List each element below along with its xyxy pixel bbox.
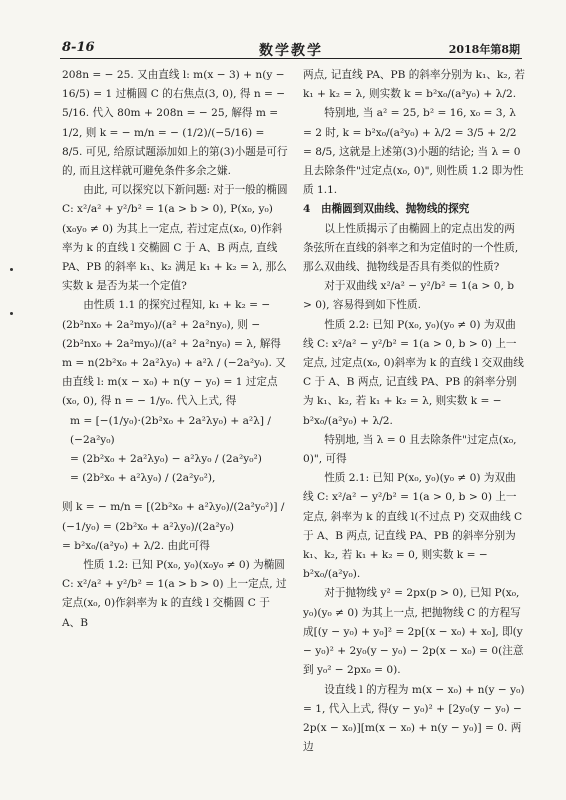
binding-hole-mark bbox=[10, 312, 13, 315]
paragraph: 特别地, 当 λ = 0 且去除条件"过定点(x₀, 0)", 可得 bbox=[303, 433, 517, 466]
paragraph: 设直线 l 的方程为 m(x − x₀) + n(y − y₀) = 1, 代入上式, 得(y − y₀)² + [2y₀(y − y₀) − 2p(x − x₀)][m(x − x₀) + n(y − y₀)] = 0. 两边 bbox=[303, 683, 525, 754]
property-2-2: 性质 2.2: 已知 P(x₀, y₀)(y₀ ≠ 0) 为双曲线 C: x²/a² − y²/b² = 1(a > 0, b > 0) 上一定点, 过定点(x₀, 0)斜率为 k 的直线 l 交双曲线 C 于 A、B 两点, 记直线 PA、PB 的斜率分别为 k₁、k₂, 若 k₁ + k₂ = λ, 则实数 k = − b²x₀/(a²y₀) + λ/2. bbox=[303, 318, 524, 427]
paragraph: 由此, 可以探究以下新问题: 对于一般的椭圆 C: x²/a² + y²/b² = 1(a > b > 0), P(x₀, y₀)(x₀y₀ ≠ 0) 为其上一定点, 若过定点(x₀, 0)作斜率为 k 的直线 l 交椭圆 C 于 A、B 两点, 直线 PA、PB 的斜率 k₁、k₂ 满足 k₁ + k₂ = λ, 那么实数 k 是否为某一个定值? bbox=[62, 184, 288, 293]
paragraph: = b²x₀/(a²y₀) + λ/2. 由此可得 bbox=[62, 539, 210, 552]
equation: m = [−(1/y₀)·(2b²x₀ + 2a²λy₀) + a²λ] / (−2a²y₀) bbox=[70, 414, 271, 446]
issue-label: 2018年第8期 bbox=[448, 43, 520, 56]
journal-title: 数学教学 bbox=[259, 43, 323, 59]
property-1-2: 性质 1.2: 已知 P(x₀, y₀)(x₀y₀ ≠ 0) 为椭圆 C: x²/a² + y²/b² = 1(a > b > 0) 上一定点, 过定点(x₀, 0)作斜率为 k 的直线 l 交椭圆 C 于 A、B bbox=[62, 559, 287, 629]
paragraph: 两点, 记直线 PA、PB 的斜率分别为 k₁、k₂, 若 k₁ + k₂ = λ, 则实数 k = b²x₀/(a²y₀) + λ/2. bbox=[303, 69, 525, 101]
right-column bbox=[303, 66, 525, 757]
page-number: 8-16 bbox=[62, 40, 95, 55]
paragraph: 由性质 1.1 的探究过程知, k₁ + k₂ = − (2b²nx₀ + 2a²my₀)/(a² + 2a²ny₀), 则 − (2b²nx₀ + 2a²my₀)/(a² + 2a²ny₀) = λ, 解得 m = n(2b²x₀ + 2a²λy₀) + a²λ / (−2a²y₀). 又由直线 l: m(x − x₀) + n(y − y₀) = 1 过定点(x₀, 0), 得 n = − 1/y₀. 代入上式, 得 bbox=[62, 299, 286, 408]
equation: = (2b²x₀ + a²λy₀) / (2a²y₀²), bbox=[70, 472, 216, 485]
equation: 则 k = − m/n = [(2b²x₀ + a²λy₀)/(2a²y₀²)] / (−1/y₀) = (2b²x₀ + a²λy₀)/(2a²y₀) bbox=[62, 501, 285, 533]
binding-hole-mark bbox=[10, 268, 13, 271]
equation: = (2b²x₀ + 2a²λy₀) − a²λy₀ / (2a²y₀²) bbox=[70, 453, 262, 466]
property-2-1: 性质 2.1: 已知 P(x₀, y₀)(y₀ ≠ 0) 为双曲线 C: x²/a² − y²/b² = 1(a > 0, b > 0) 上一定点, 斜率为 k 的直线 l(不过点 P) 交双曲线 C 于 A、B 两点, 记直线 PA、PB 的斜率分别为 k₁、k₂, 若 k₁ + k₂ = 0, 则实数 k = − b²x₀/(a²y₀). bbox=[303, 472, 523, 581]
paragraph: 对于抛物线 y² = 2px(p > 0), 已知 P(x₀, y₀)(y₀ ≠ 0) 为其上一点, 把抛物线 C 的方程写成[(y − y₀) + y₀]² = 2p[(x − x₀) + x₀], 即(y − y₀)² + 2y₀(y − y₀) − 2p(x − x₀) = 0(注意到 y₀² − 2px₀ = 0). bbox=[303, 587, 524, 677]
left-column bbox=[62, 66, 288, 633]
paragraph: 以上性质揭示了由椭圆上的定点出发的两条弦所在直线的斜率之和为定值时的一个性质, 那么双曲线、抛物线是否具有类似的性质? bbox=[303, 222, 519, 274]
paragraph: 对于双曲线 x²/a² − y²/b² = 1(a > 0, b > 0), 容易得到如下性质. bbox=[303, 280, 514, 312]
paragraph: 208n = − 25. 又由直线 l: m(x − 3) + n(y − 16/5) = 1 过椭圆 C 的右焦点(3, 0), 得 n = − 5/16. 代入 80m + 208n = − 25, 解得 m = 1/2, 则 k = − m/n = − (1/2)/(−5/16) = 8/5. 可见, 给原试题添加如上的第(3)小题是可行的, 而且这样就可避免条件多余之嫌. bbox=[62, 69, 288, 178]
page-header bbox=[60, 38, 522, 59]
section-heading: 4 由椭圆到双曲线、抛物线的探究 bbox=[303, 203, 470, 216]
paragraph: 特别地, 当 a² = 25, b² = 16, x₀ = 3, λ = 2 时, k = b²x₀/(a²y₀) + λ/2 = 3/5 + 2/2 = 8/5, 这就是上述第(3)小题的结论; 当 λ = 0 且去除条件"过定点(x₀, 0)", 则性质 1.2 即为性质 1.1. bbox=[303, 107, 524, 197]
